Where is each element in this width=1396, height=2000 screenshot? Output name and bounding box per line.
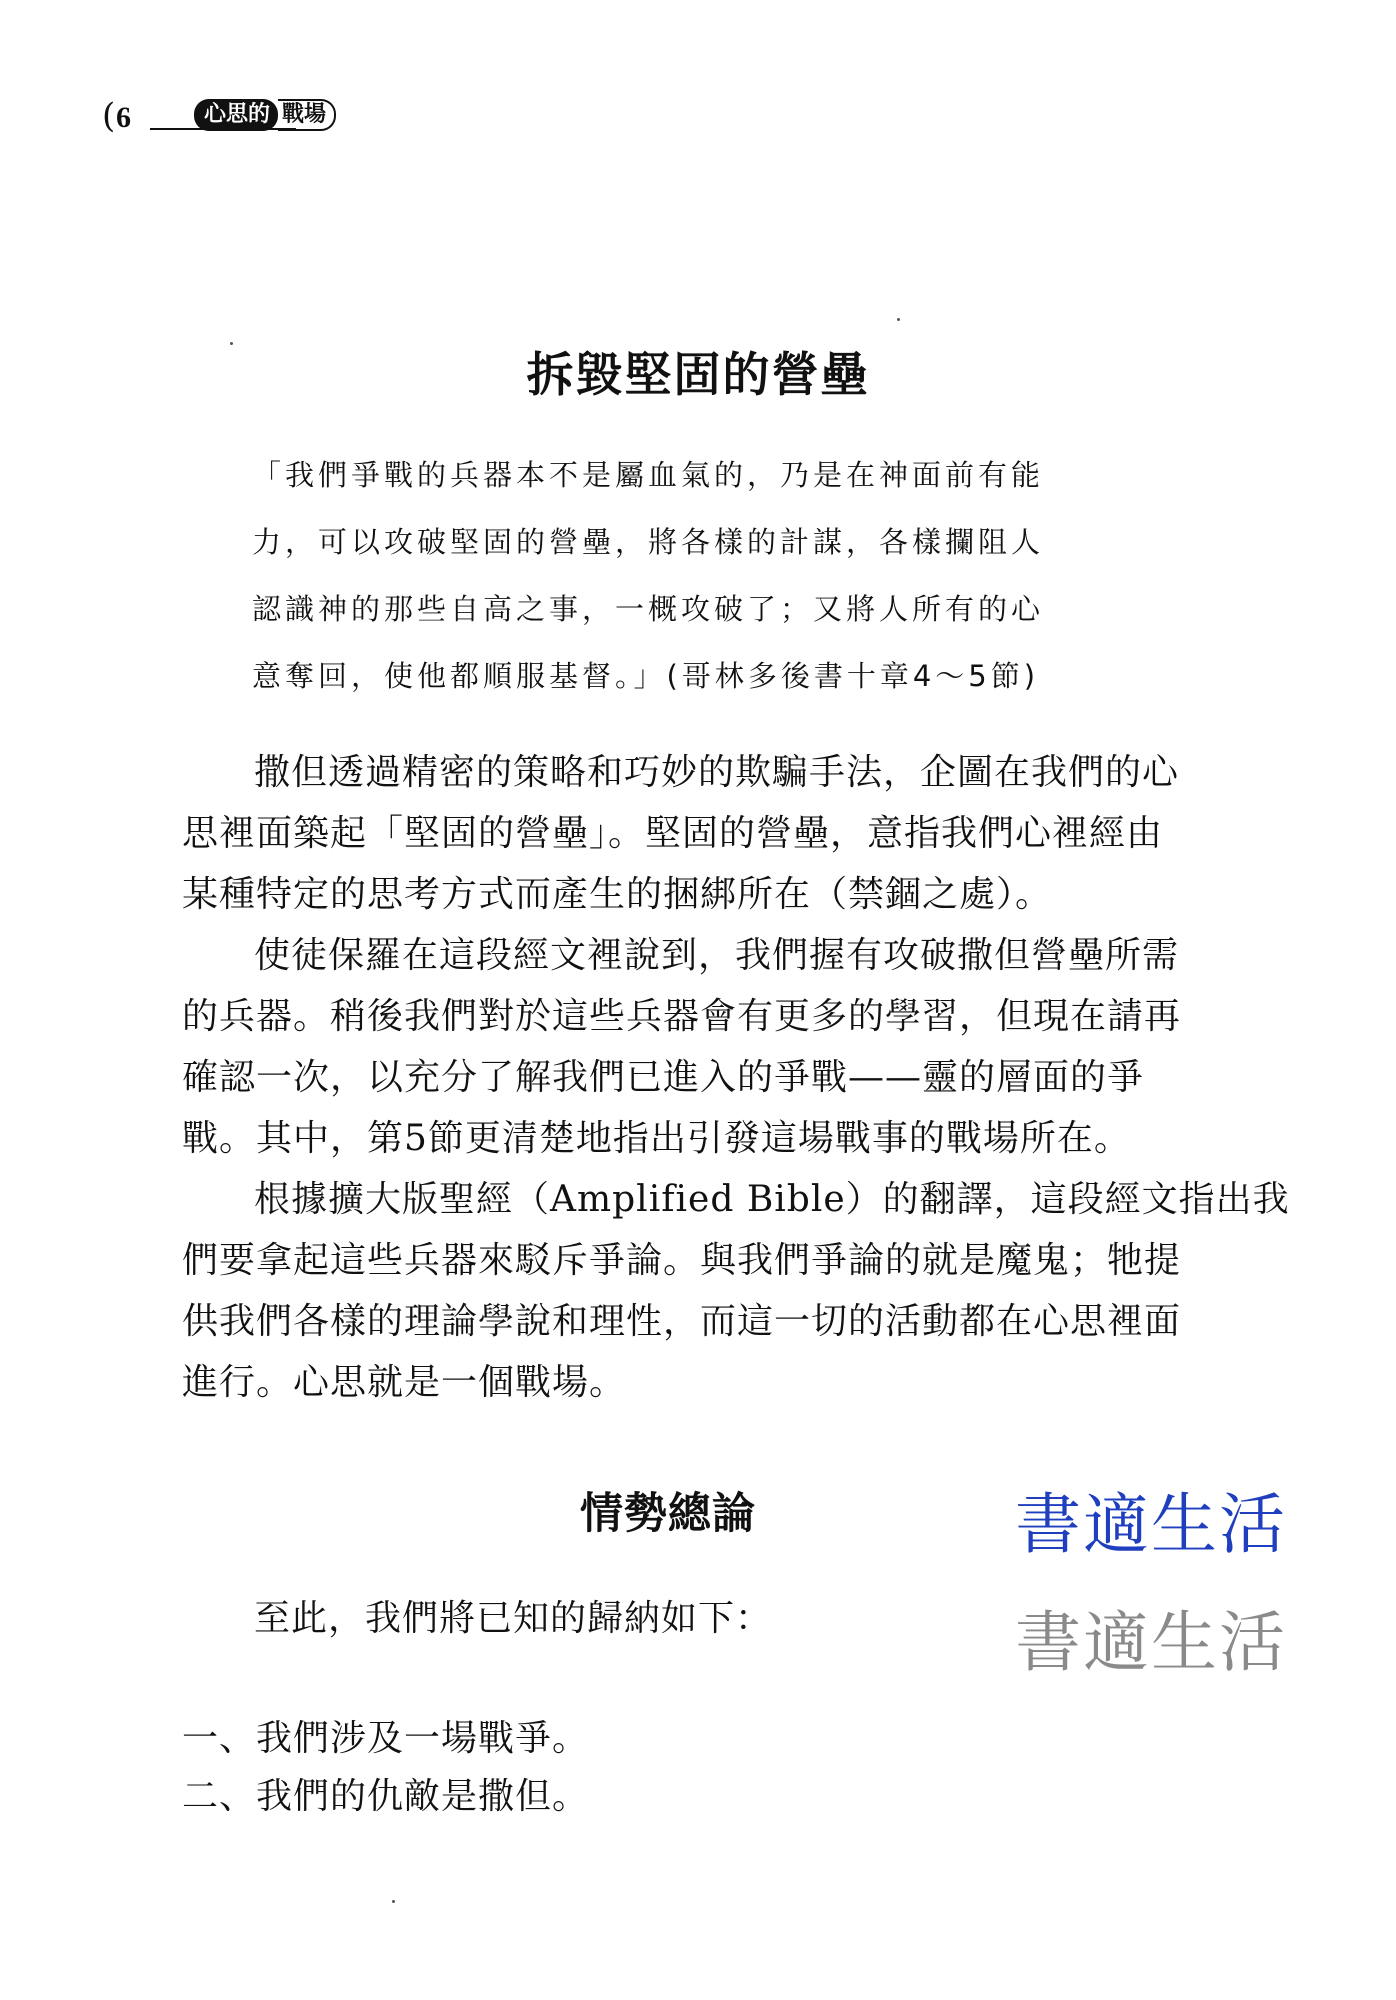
paragraph-line: 進行。心思就是一個戰場。 — [182, 1362, 627, 1403]
summary-title: 情勢總論 — [580, 1489, 756, 1539]
paragraph — [182, 750, 1180, 933]
paragraph — [182, 1177, 1290, 1421]
paragraph-line: 使徒保羅在這段經文裡說到，我們握有攻破撒但營壘所需 — [254, 935, 1180, 976]
book-title-part1: 心思的 — [194, 99, 278, 131]
paragraph-line: 的兵器。稍後我們對於這些兵器會有更多的學習，但現在請再 — [182, 996, 1182, 1037]
book-title — [194, 98, 336, 132]
page-number: 6 — [116, 101, 131, 134]
epigraph-line: 「我們爭戰的兵器本不是屬血氣的，乃是在神面前有能 — [252, 458, 1045, 492]
epigraph-line: 認識神的那些自高之事，一概攻破了；又將人所有的心 — [252, 592, 1045, 626]
paragraph-line: 確認一次，以充分了解我們已進入的爭戰——靈的層面的爭 — [182, 1057, 1145, 1098]
epigraph-line: 意奪回，使他都順服基督。」(哥林多後書十章4～5節) — [252, 659, 1040, 693]
list-item: 二、我們的仇敵是撒但。 — [182, 1776, 590, 1817]
epigraph-line: 力，可以攻破堅固的營壘，將各樣的計謀，各樣攔阻人 — [252, 525, 1045, 559]
summary-intro: 至此，我們將已知的歸納如下： — [254, 1598, 773, 1639]
watermark-blue: 書適生活 — [1015, 1486, 1287, 1563]
header-bracket: ( — [102, 96, 116, 136]
scan-speck — [392, 1900, 395, 1903]
scan-speck — [230, 342, 233, 345]
paragraph-line: 戰。其中，第5節更清楚地指出引發這場戰事的戰場所在。 — [182, 1118, 1131, 1159]
section-title: 拆毀堅固的營壘 — [526, 348, 870, 403]
paragraph-line: 供我們各樣的理論學說和理性，而這一切的活動都在心思裡面 — [182, 1301, 1182, 1342]
paragraph-line: 根據擴大版聖經（Amplified Bible）的翻譯，這段經文指出我 — [254, 1179, 1290, 1220]
paragraph-line: 們要拿起這些兵器來駁斥爭論。與我們爭論的就是魔鬼；牠提 — [182, 1240, 1182, 1281]
scan-speck — [897, 318, 900, 321]
body-text — [182, 750, 1290, 1421]
list-item: 一、我們涉及一場戰爭。 — [182, 1718, 590, 1759]
paragraph-line: 撒但透過精密的策略和巧妙的欺騙手法，企圖在我們的心 — [254, 752, 1180, 793]
watermark-gray: 書適生活 — [1015, 1604, 1287, 1681]
paragraph — [182, 933, 1182, 1177]
paragraph-line: 思裡面築起「堅固的營壘」。堅固的營壘，意指我們心裡經由 — [182, 813, 1164, 854]
book-title-part2: 戰場 — [278, 99, 336, 131]
paragraph-line: 某種特定的思考方式而產生的捆綁所在（禁錮之處）。 — [182, 874, 1053, 915]
running-header — [102, 96, 352, 138]
summary-list — [182, 1716, 589, 1832]
epigraph-quote — [252, 455, 1152, 723]
